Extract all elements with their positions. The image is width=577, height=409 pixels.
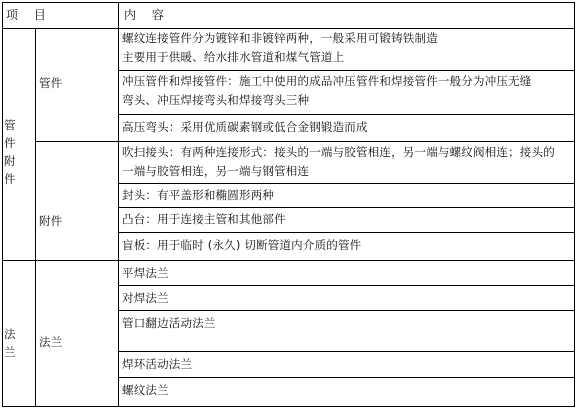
row-divider (118, 114, 575, 115)
content-line: 焊环活动法兰 (122, 357, 193, 371)
content-line: 管口翻边活动法兰 (122, 316, 216, 330)
content-line: 平焊法兰 (122, 266, 169, 280)
content-line: 封头：有平盖形和椭圆形两种 (122, 188, 275, 202)
content-line: 对焊法兰 (122, 291, 169, 305)
content-line: 高压弯头：采用优质碳素钢或低合金钢锻造而成 (122, 120, 368, 134)
group-divider (2, 260, 575, 261)
subgroup-label-flange: 法兰 (39, 335, 63, 349)
content-line: 主要用于供暖、给水排水管道和煤气管道上 (122, 50, 345, 64)
row-divider (118, 351, 575, 352)
group-label-char: 兰 (4, 345, 16, 359)
row-divider (118, 232, 575, 233)
content-line: 冲压管件和焊接管件：施工中使用的成品冲压管件和焊接管件一般分为冲压无缝 (122, 74, 532, 88)
content-line: 螺纹连接管件分为镀锌和非镀锌两种，一般采用可锻铸铁制造 (122, 31, 438, 45)
content-line: 凸台：用于连接主管和其他部件 (122, 212, 286, 226)
subgroup-label-fittings: 管件 (39, 76, 63, 90)
content-line: 盲板：用于临时 (永久) 切断管道内介质的管件 (122, 238, 362, 252)
subgroup-divider (35, 141, 575, 142)
row-divider (118, 377, 575, 378)
row-divider (118, 70, 575, 71)
content-line: 螺纹法兰 (122, 383, 169, 397)
group-label-char: 件 (4, 172, 16, 186)
group-label-char: 管 (4, 118, 16, 132)
content-line: 吹扫接头：有两种连接形式：接头的一端与胶管相连，另一端与螺纹阀相连；接头的 (122, 145, 555, 159)
header-content-label: 内 容 (124, 8, 170, 22)
content-line: 弯头、冲压焊接弯头和焊接弯头三种 (122, 93, 310, 107)
column-divider (35, 28, 36, 407)
header-item-label: 项 目 (6, 8, 52, 22)
group-label-char: 件 (4, 136, 16, 150)
column-divider (118, 2, 119, 407)
row-divider (118, 183, 575, 184)
group-label-char: 附 (4, 154, 16, 168)
row-divider (118, 207, 575, 208)
group-label-fittings-accessories (4, 116, 18, 188)
group-label-flange (4, 325, 18, 361)
row-divider (118, 310, 575, 311)
content-line: 一端与胶管相连，另一端与钢管相连 (122, 164, 310, 178)
row-divider (118, 285, 575, 286)
group-label-char: 法 (4, 327, 16, 341)
subgroup-label-accessories: 附件 (39, 214, 63, 228)
